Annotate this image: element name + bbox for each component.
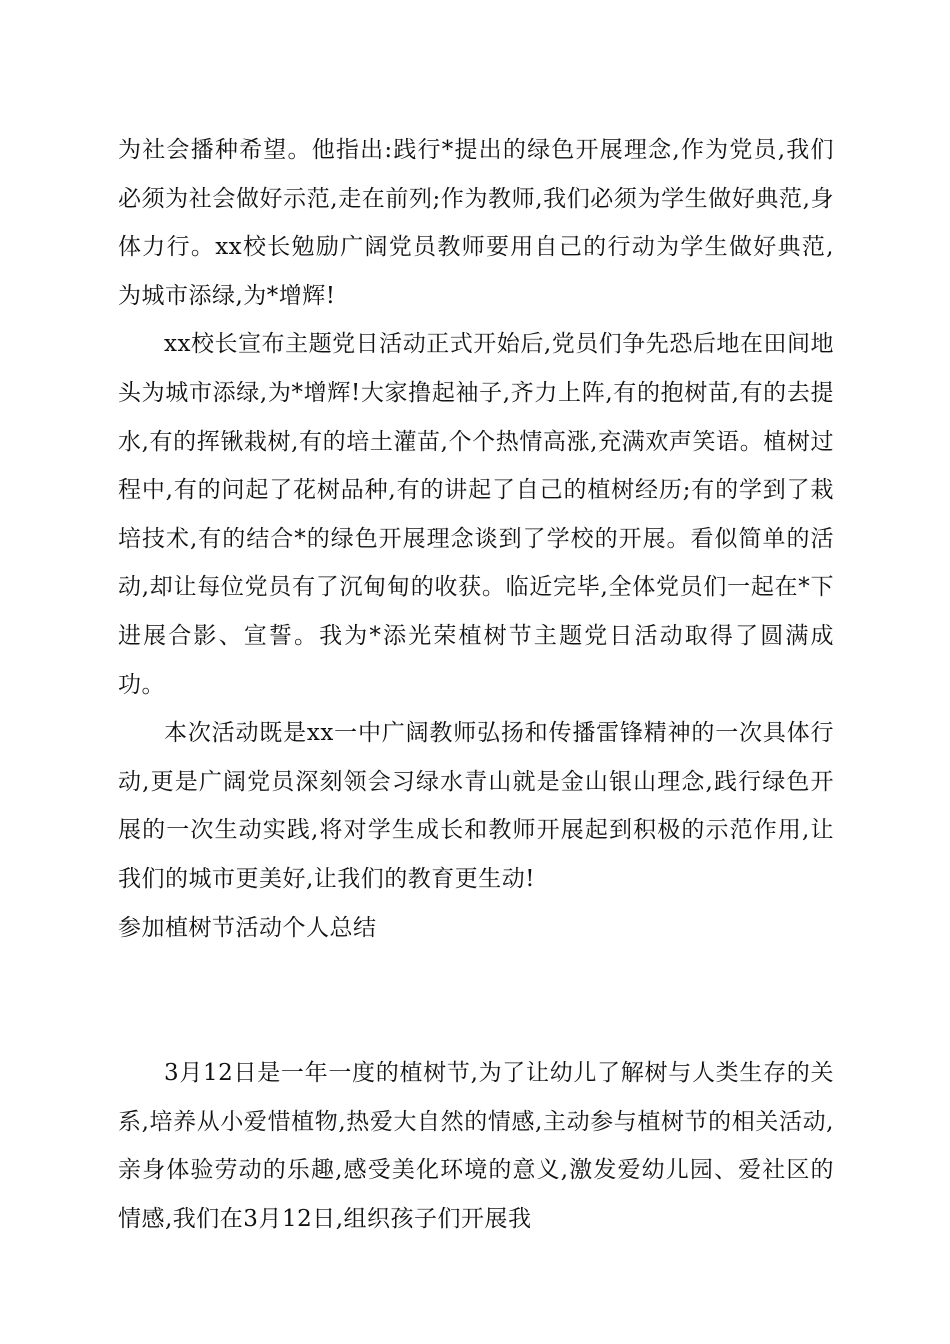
paragraph-arbor-day-intro: 3月12日是一年一度的植树节,为了让幼儿了解树与人类生存的关系,培养从小爱惜植物,热爱大自然的情感,主动参与植树节的相关活动,亲身体验劳动的乐趣,感受美化环境的意义,激发爱幼儿园、爱社区的情感,我们在3月12日,组织孩子们开展我: [118, 1060, 834, 1232]
paragraph-activity-significance: 本次活动既是xx一中广阔教师弘扬和传播雷锋精神的一次具体行动,更是广阔党员深刻领会习绿水青山就是金山银山理念,践行绿色开展的一次生动实践,将对学生成长和教师开展起到积极的示范作用,让我们的城市更美好,让我们的教育更生动!: [118, 720, 834, 892]
section-spacer: [118, 952, 834, 1049]
document-body: [118, 126, 834, 1243]
paragraph-activity-start: xx校长宣布主题党日活动正式开始后,党员们争先恐后地在田间地头为城市添绿,为*增辉!大家撸起袖子,齐力上阵,有的抱树苗,有的去提水,有的挥锹栽树,有的培土灌苗,个个热情高涨,充满欢声笑语。植树过程中,有的问起了花树品种,有的讲起了自己的植树经历;有的学到了栽培技术,有的结合*的绿色开展理念谈到了学校的开展。看似简单的活动,却让每位党员有了沉甸甸的收获。临近完毕,全体党员们一起在*下进展合影、宣誓。我为*添光荣植树节主题党日活动取得了圆满成功。: [118, 331, 834, 698]
paragraph-continuation: 为社会播种希望。他指出:践行*提出的绿色开展理念,作为党员,我们必须为社会做好示范,走在前列;作为教师,我们必须为学生做好典范,身体力行。xx校长勉励广阔党员教师要用自己的行动为学生做好典范,为城市添绿,为*增辉!: [118, 137, 834, 309]
section-title: 参加植树节活动个人总结: [118, 914, 377, 941]
